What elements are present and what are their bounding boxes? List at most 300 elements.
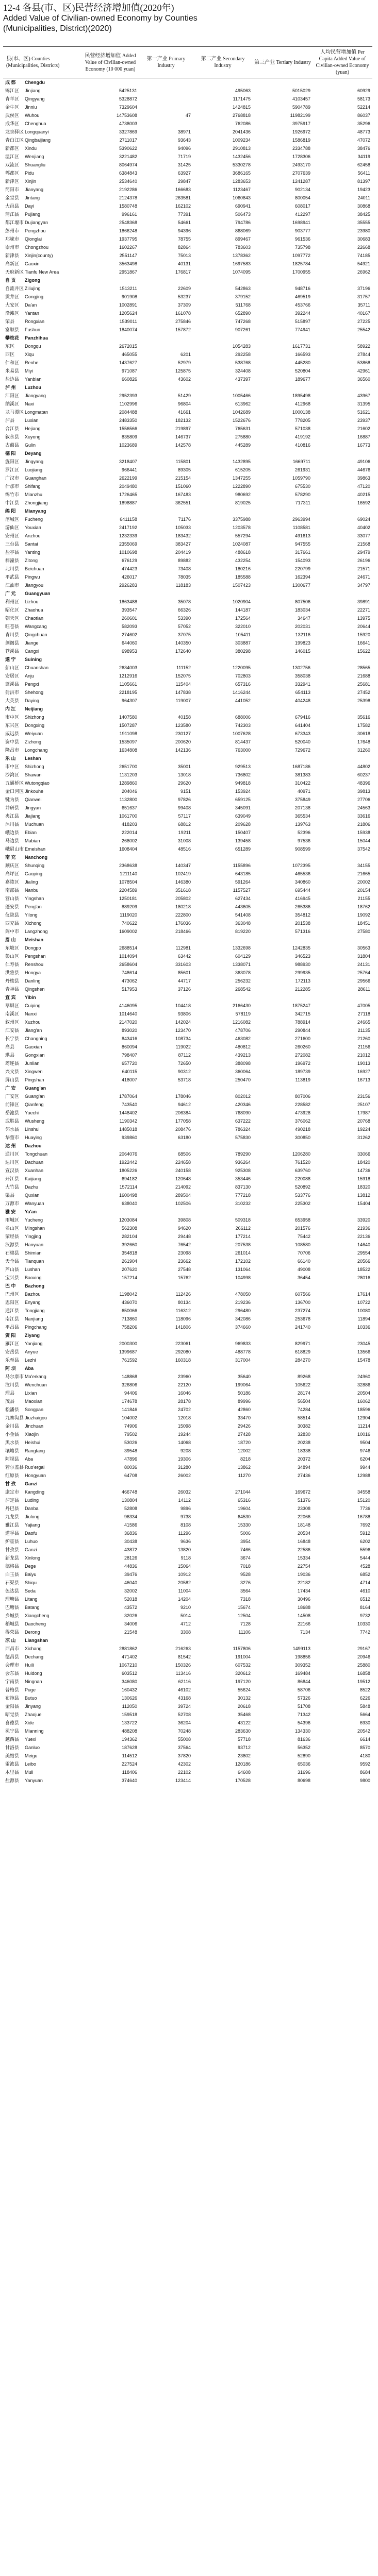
county-name-zh: 武侯区 <box>5 113 20 118</box>
county-name-zh: 木里县 <box>5 1770 20 1775</box>
added-value-cell: 2952393 <box>119 393 137 398</box>
per-capita-cell: 54921 <box>357 261 370 266</box>
table-row <box>3 540 372 548</box>
primary-industry-cell: 6201 <box>180 352 191 357</box>
county-name-cell <box>3 1348 81 1356</box>
county-name-zh: 威远县 <box>5 731 20 736</box>
county-name-cell <box>3 433 81 441</box>
added-value-cell <box>81 589 139 598</box>
per-capita-cell: 20768 <box>357 1118 370 1124</box>
county-name-zh: 恩阳区 <box>5 1300 20 1305</box>
primary-industry-cell: 118096 <box>175 1316 191 1321</box>
county-name-en: Jiange <box>25 640 39 646</box>
per-capita-cell: 15044 <box>357 838 370 843</box>
primary-industry-cell: 14204 <box>177 1597 191 1602</box>
county-name-cell <box>3 680 81 688</box>
primary-industry-cell: 104418 <box>175 1003 191 1008</box>
county-name-zh: 雁江区 <box>5 1341 20 1346</box>
table-row <box>3 804 372 812</box>
county-name-zh: 得荣县 <box>5 1630 20 1635</box>
tertiary-industry-cell <box>253 449 313 457</box>
county-name-zh: 江安县 <box>5 1028 20 1033</box>
tertiary-industry-cell: 30496 <box>297 1597 310 1602</box>
tertiary-industry-cell: 20372 <box>297 1456 310 1462</box>
per-capita-cell: 9592 <box>359 1761 370 1767</box>
county-name-en: Mianyang <box>25 509 46 514</box>
county-name-cell <box>3 1694 81 1702</box>
per-capita-cell: 34119 <box>357 154 370 159</box>
table-row <box>3 293 372 301</box>
added-value-cell: 32002 <box>124 1588 137 1594</box>
table-row <box>3 416 372 425</box>
tertiary-industry-cell: 1108581 <box>292 525 310 530</box>
county-name-en: Jiangyang <box>25 393 46 398</box>
county-name-en: Ziliujing <box>25 286 41 291</box>
county-name-en: Yanting <box>25 550 40 555</box>
primary-industry-cell: 292080 <box>175 1349 191 1354</box>
secondary-industry-cell: 657316 <box>235 682 251 687</box>
added-value-cell: 651637 <box>121 805 137 810</box>
county-name-en: Hejiang <box>25 426 41 431</box>
county-name-en: Luding <box>25 1498 39 1503</box>
primary-industry-cell: 57052 <box>177 624 191 629</box>
county-name-en: Luxian <box>25 418 39 423</box>
primary-industry-cell: 96804 <box>177 401 191 406</box>
added-value-cell: 204046 <box>121 789 137 794</box>
primary-industry-cell: 15064 <box>177 1564 191 1569</box>
table-row <box>3 845 372 853</box>
per-capita-cell: 44676 <box>357 467 370 472</box>
county-name-cell <box>3 449 81 457</box>
county-name-cell <box>3 1397 81 1405</box>
secondary-industry-cell: 814437 <box>235 739 251 744</box>
added-value-cell: 43572 <box>124 1605 137 1610</box>
secondary-industry-cell: 120186 <box>235 1761 251 1767</box>
per-capita-cell: 8164 <box>359 1605 370 1610</box>
county-name-en: Yucheng <box>25 1217 43 1223</box>
table-row <box>3 1645 372 1653</box>
county-name-en: Yanyuan <box>25 1778 43 1783</box>
primary-industry-cell <box>139 705 193 713</box>
secondary-industry-cell <box>193 655 253 664</box>
county-name-zh: 丹巴县 <box>5 1506 20 1511</box>
secondary-industry-cell: 191004 <box>235 1654 251 1659</box>
per-capita-cell: 13975 <box>357 616 370 621</box>
per-capita-cell: 11214 <box>357 1423 370 1429</box>
table-row <box>3 1117 372 1125</box>
primary-industry-cell: 22102 <box>177 1770 191 1775</box>
per-capita-cell: 18762 <box>357 904 370 909</box>
table-row <box>3 787 372 795</box>
secondary-industry-cell: 445289 <box>235 443 251 448</box>
secondary-industry-cell: 261014 <box>235 1250 251 1256</box>
county-name-cell <box>3 1340 81 1348</box>
tertiary-industry-cell: 56504 <box>297 1399 310 1404</box>
tertiary-industry-cell: 1728306 <box>292 154 310 159</box>
county-name-zh: 自流井区 <box>5 286 24 291</box>
per-capita-cell: 18596 <box>357 1407 370 1412</box>
county-name-cell <box>3 1430 81 1438</box>
county-name-en: Nanjiang <box>25 1316 43 1321</box>
tertiary-industry-cell: 56352 <box>297 1745 310 1750</box>
per-capita-cell: 22136 <box>357 1234 370 1239</box>
added-value-cell: 1556566 <box>119 426 137 431</box>
county-name-zh: 内 江 <box>5 706 16 711</box>
county-name-zh: 小金县 <box>5 1432 20 1437</box>
tertiary-industry-cell: 7134 <box>300 1630 310 1635</box>
table-row <box>3 1422 372 1430</box>
county-name-cell <box>3 903 81 911</box>
per-capita-cell <box>313 936 372 944</box>
city-heading-row <box>3 78 372 87</box>
county-name-en: Neijiang <box>25 706 43 711</box>
county-name-en: Xingwen <box>25 1069 43 1074</box>
county-name-cell <box>3 1133 81 1142</box>
county-name-en: Muli <box>25 1770 34 1775</box>
table-row <box>3 1702 372 1710</box>
per-capita-cell <box>313 993 372 1002</box>
table-row <box>3 1026 372 1035</box>
tertiary-industry-cell: 189677 <box>294 377 310 382</box>
secondary-industry-cell: 495063 <box>235 88 251 93</box>
table-row <box>3 1166 372 1175</box>
county-name-cell <box>3 1537 81 1546</box>
per-capita-cell: 27452 <box>357 690 370 695</box>
county-name-en: Bazhong <box>25 1283 44 1289</box>
county-name-zh: 邛崃市 <box>5 236 20 242</box>
primary-industry-cell <box>139 1331 193 1340</box>
tertiary-industry-cell: 27436 <box>297 1473 310 1478</box>
added-value-cell: 207620 <box>121 1267 137 1272</box>
tertiary-industry-cell: 86844 <box>297 1679 310 1684</box>
county-name-en: Yingjing <box>25 1234 41 1239</box>
county-name-zh: 峨边县 <box>5 830 20 835</box>
added-value-cell: 80036 <box>124 1465 137 1470</box>
tertiary-industry-cell: 365534 <box>294 814 310 819</box>
added-value-cell: 36836 <box>124 1531 137 1536</box>
tertiary-industry-cell: 1241287 <box>292 179 310 184</box>
per-capita-cell <box>313 853 372 861</box>
secondary-industry-cell: 437397 <box>235 377 251 382</box>
county-name-cell <box>3 1677 81 1686</box>
added-value-cell: 418203 <box>121 822 137 827</box>
table-row <box>3 317 372 326</box>
county-name-cell <box>3 886 81 894</box>
secondary-industry-cell: 1697583 <box>232 261 251 266</box>
secondary-industry-cell: 777218 <box>235 1193 251 1198</box>
primary-industry-cell: 39724 <box>177 1704 191 1709</box>
table-row <box>3 1521 372 1529</box>
primary-industry-cell: 219897 <box>175 426 191 431</box>
county-name-zh: 马尔康市 <box>5 1374 24 1379</box>
county-name-zh: 绵竹市 <box>5 492 20 497</box>
table-row <box>3 400 372 408</box>
county-name-cell <box>3 911 81 919</box>
tertiary-industry-cell: 261931 <box>294 467 310 472</box>
added-value-cell <box>81 276 139 284</box>
county-name-en: Shiqu <box>25 1580 37 1585</box>
county-name-en: Gongxian <box>25 1053 45 1058</box>
county-name-zh: 石棉县 <box>5 1250 20 1256</box>
tertiary-industry-cell: 202031 <box>294 624 310 629</box>
county-name-cell <box>3 1018 81 1026</box>
per-capita-cell: 15938 <box>357 830 370 835</box>
secondary-industry-cell: 1020904 <box>232 599 251 604</box>
county-name-cell <box>3 1455 81 1463</box>
county-name-zh: 盐亭县 <box>5 550 20 555</box>
tertiary-industry-cell: 22182 <box>297 1580 310 1585</box>
county-name-zh: 乐至县 <box>5 1358 20 1363</box>
county-name-zh: 高坪区 <box>5 871 20 876</box>
table-row <box>3 795 372 804</box>
primary-industry-cell: 22609 <box>177 286 191 291</box>
primary-industry-cell: 214092 <box>175 1184 191 1190</box>
table-row <box>3 565 372 573</box>
per-capita-cell: 35555 <box>357 220 370 225</box>
per-capita-cell: 58922 <box>357 344 370 349</box>
tertiary-industry-cell: 198856 <box>294 1654 310 1659</box>
county-name-zh: 资 阳 <box>5 1333 16 1338</box>
county-name-zh: 理县 <box>5 1391 15 1396</box>
tertiary-industry-cell: 207138 <box>294 805 310 810</box>
county-name-zh: 安居区 <box>5 673 20 679</box>
per-capita-cell: 24011 <box>357 195 370 200</box>
added-value-cell: 52018 <box>124 1597 137 1602</box>
county-name-zh: 雅江县 <box>5 1522 20 1528</box>
table-row <box>3 309 372 317</box>
primary-industry-cell: 28178 <box>177 1399 191 1404</box>
primary-industry-cell: 263581 <box>175 195 191 200</box>
secondary-industry-cell: 702803 <box>235 673 251 679</box>
per-capita-cell: 48396 <box>357 781 370 786</box>
tertiary-industry-cell: 948716 <box>294 286 310 291</box>
primary-industry-cell: 29448 <box>177 1234 191 1239</box>
county-name-zh: 安州区 <box>5 533 20 538</box>
added-value-cell: 130626 <box>121 1696 137 1701</box>
table-row <box>3 243 372 251</box>
primary-industry-cell: 216263 <box>175 1646 191 1651</box>
added-value-cell: 41586 <box>124 1522 137 1528</box>
table-row <box>3 1587 372 1595</box>
table-row <box>3 977 372 985</box>
primary-industry-cell: 31280 <box>177 1465 191 1470</box>
county-name-cell <box>3 894 81 903</box>
per-capita-cell <box>313 507 372 515</box>
added-value-cell: 1399687 <box>119 1349 137 1354</box>
primary-industry-cell: 111152 <box>176 665 191 670</box>
county-name-zh: 井研县 <box>5 805 20 810</box>
county-name-en: Jianyang <box>25 187 44 192</box>
added-value-cell: 2483350 <box>119 418 137 423</box>
added-value-cell <box>81 449 139 457</box>
county-name-cell <box>3 523 81 532</box>
secondary-industry-cell: 538768 <box>235 360 251 365</box>
tertiary-industry-cell: 271600 <box>294 1036 310 1041</box>
primary-industry-cell: 97826 <box>177 797 191 802</box>
county-name-cell <box>3 185 81 194</box>
county-name-zh: 米易县 <box>5 368 20 374</box>
secondary-industry-cell: 207538 <box>235 1242 251 1247</box>
city-heading-row <box>3 993 372 1002</box>
county-name-cell <box>3 392 81 400</box>
county-name-zh: 富顺县 <box>5 327 20 332</box>
per-capita-cell: 27225 <box>357 319 370 324</box>
county-name-zh: 甘 孜 <box>5 1481 16 1486</box>
county-name-en: Hongyuan <box>25 1473 46 1478</box>
secondary-industry-cell: 511768 <box>235 302 251 308</box>
county-name-en: Jinjiang <box>25 88 41 93</box>
tertiary-industry-cell: 1300677 <box>292 583 310 588</box>
county-name-zh: 屏山县 <box>5 1077 20 1082</box>
secondary-industry-cell: 15674 <box>237 1605 251 1610</box>
primary-industry-cell: 119022 <box>175 1044 191 1049</box>
tertiary-industry-cell: 225302 <box>294 1201 310 1206</box>
added-value-cell: 94406 <box>124 1391 137 1396</box>
county-name-zh: 盐源县 <box>5 1778 20 1783</box>
county-name-zh: 阆中市 <box>5 929 20 934</box>
secondary-industry-cell: 219236 <box>235 1300 251 1305</box>
city-heading-row <box>3 1331 372 1340</box>
primary-industry-cell: 182132 <box>175 418 191 423</box>
county-name-zh: 前锋区 <box>5 1102 20 1107</box>
county-name-cell <box>3 837 81 845</box>
per-capita-cell: 29479 <box>357 550 370 555</box>
county-name-cell <box>3 144 81 152</box>
tertiary-industry-cell: 342715 <box>294 1011 310 1016</box>
county-name-zh: 德 阳 <box>5 451 16 456</box>
table-row <box>3 152 372 161</box>
added-value-cell: 30438 <box>124 1539 137 1544</box>
county-name-cell <box>3 284 81 293</box>
county-name-cell <box>3 1562 81 1570</box>
table-row <box>3 433 372 441</box>
county-name-zh: 彭山区 <box>5 954 20 959</box>
per-capita-cell: 16713 <box>357 1077 370 1082</box>
county-name-zh: 阿 坝 <box>5 1366 16 1371</box>
tertiary-industry-cell: 358038 <box>294 673 310 679</box>
tertiary-industry-cell: 729672 <box>294 748 310 753</box>
tertiary-industry-cell: 908599 <box>294 846 310 852</box>
county-name-cell <box>3 1249 81 1257</box>
county-name-en: Xichong <box>25 921 42 926</box>
secondary-industry-cell: 1007628 <box>232 731 251 736</box>
county-name-en: Songpan <box>25 1407 44 1412</box>
county-name-en: Qingbaijiang <box>25 138 51 143</box>
tertiary-industry-cell: 220799 <box>294 566 310 571</box>
table-row <box>3 1735 372 1743</box>
per-capita-cell: 33616 <box>357 814 370 819</box>
tertiary-industry-cell: 473928 <box>294 1110 310 1115</box>
primary-industry-cell: 180218 <box>175 904 191 909</box>
county-name-zh: 石渠县 <box>5 1580 20 1585</box>
county-name-en: Aba <box>25 1366 34 1371</box>
table-row <box>3 1603 372 1612</box>
primary-industry-cell: 23662 <box>177 1259 191 1264</box>
added-value-cell: 227524 <box>121 1761 137 1767</box>
county-name-en: Jiang'an <box>25 1028 42 1033</box>
added-value-cell: 2124378 <box>119 195 137 200</box>
county-name-cell <box>3 672 81 680</box>
secondary-industry-cell: 43122 <box>237 1720 251 1725</box>
county-name-zh: 金堂县 <box>5 195 20 200</box>
per-capita-cell: 18522 <box>357 1267 370 1272</box>
added-value-cell: 47896 <box>124 1456 137 1462</box>
added-value-cell: 2688514 <box>119 945 137 951</box>
primary-industry-cell: 29620 <box>177 781 191 786</box>
county-name-cell <box>3 1710 81 1719</box>
secondary-industry-cell: 478050 <box>235 1292 251 1297</box>
tertiary-industry-cell: 58514 <box>297 1415 310 1420</box>
added-value-cell: 43872 <box>124 1547 137 1552</box>
added-value-cell: 1922442 <box>119 1160 137 1165</box>
county-name-zh: 九寨沟县 <box>5 1415 24 1420</box>
primary-industry-cell <box>139 853 193 861</box>
added-value-cell: 1131203 <box>119 772 137 777</box>
added-value-cell: 6384843 <box>119 171 137 176</box>
secondary-industry-cell: 379152 <box>235 294 251 299</box>
per-capita-cell: 24671 <box>357 574 370 580</box>
secondary-industry-cell <box>193 853 253 861</box>
per-capita-cell: 35296 <box>357 121 370 126</box>
secondary-industry-cell <box>193 1364 253 1372</box>
secondary-industry-cell: 12504 <box>237 1613 251 1618</box>
primary-industry-cell <box>139 993 193 1002</box>
county-name-cell <box>3 1529 81 1537</box>
tertiary-industry-cell: 65036 <box>297 1761 310 1767</box>
county-name-zh: 船山区 <box>5 665 20 670</box>
primary-industry-cell: 36204 <box>177 1720 191 1725</box>
primary-industry-cell: 15762 <box>177 1275 191 1280</box>
primary-industry-cell: 11004 <box>178 1588 191 1594</box>
added-value-cell <box>81 383 139 392</box>
secondary-industry-cell: 615205 <box>235 467 251 472</box>
secondary-industry-cell: 12002 <box>237 1448 251 1453</box>
table-row <box>3 194 372 202</box>
county-name-en: Luzhou <box>25 385 41 390</box>
per-capita-cell: 5912 <box>359 1531 370 1536</box>
county-name-en: Mingshan <box>25 1226 45 1231</box>
county-name-cell <box>3 482 81 490</box>
county-name-zh: 天全县 <box>5 1259 20 1264</box>
tertiary-industry-cell: 515897 <box>294 319 310 324</box>
county-name-en: Wuhou <box>25 113 40 118</box>
county-name-zh: 会理市 <box>5 1663 20 1668</box>
county-name-en: Peng'an <box>25 904 42 909</box>
per-capita-cell: 44802 <box>357 764 370 769</box>
per-capita-cell: 62458 <box>357 162 370 167</box>
secondary-industry-cell: 172102 <box>235 1259 251 1264</box>
table-row <box>3 1125 372 1133</box>
county-name-en: Danba <box>25 1506 39 1511</box>
added-value-cell: 1190342 <box>119 1118 137 1124</box>
county-name-cell <box>3 870 81 878</box>
county-name-cell <box>3 1282 81 1290</box>
tertiary-industry-cell: 778205 <box>294 418 310 423</box>
primary-industry-cell: 70248 <box>177 1728 191 1734</box>
primary-industry-cell <box>139 95 193 103</box>
tertiary-industry-cell: 416945 <box>294 896 310 901</box>
per-capita-cell: 26962 <box>357 269 370 275</box>
secondary-industry-cell: 268542 <box>235 987 251 992</box>
county-name-en: Luhuo <box>25 1539 38 1544</box>
secondary-industry-cell: 607532 <box>235 1663 251 1668</box>
per-capita-cell: 33920 <box>357 1217 370 1223</box>
secondary-industry-cell: 441052 <box>235 698 251 703</box>
secondary-industry-cell: 1060843 <box>232 195 251 200</box>
tertiary-industry-cell: 2334788 <box>292 146 310 151</box>
tertiary-industry-cell: 520804 <box>294 368 310 374</box>
county-name-en: Chaotian <box>25 616 44 621</box>
